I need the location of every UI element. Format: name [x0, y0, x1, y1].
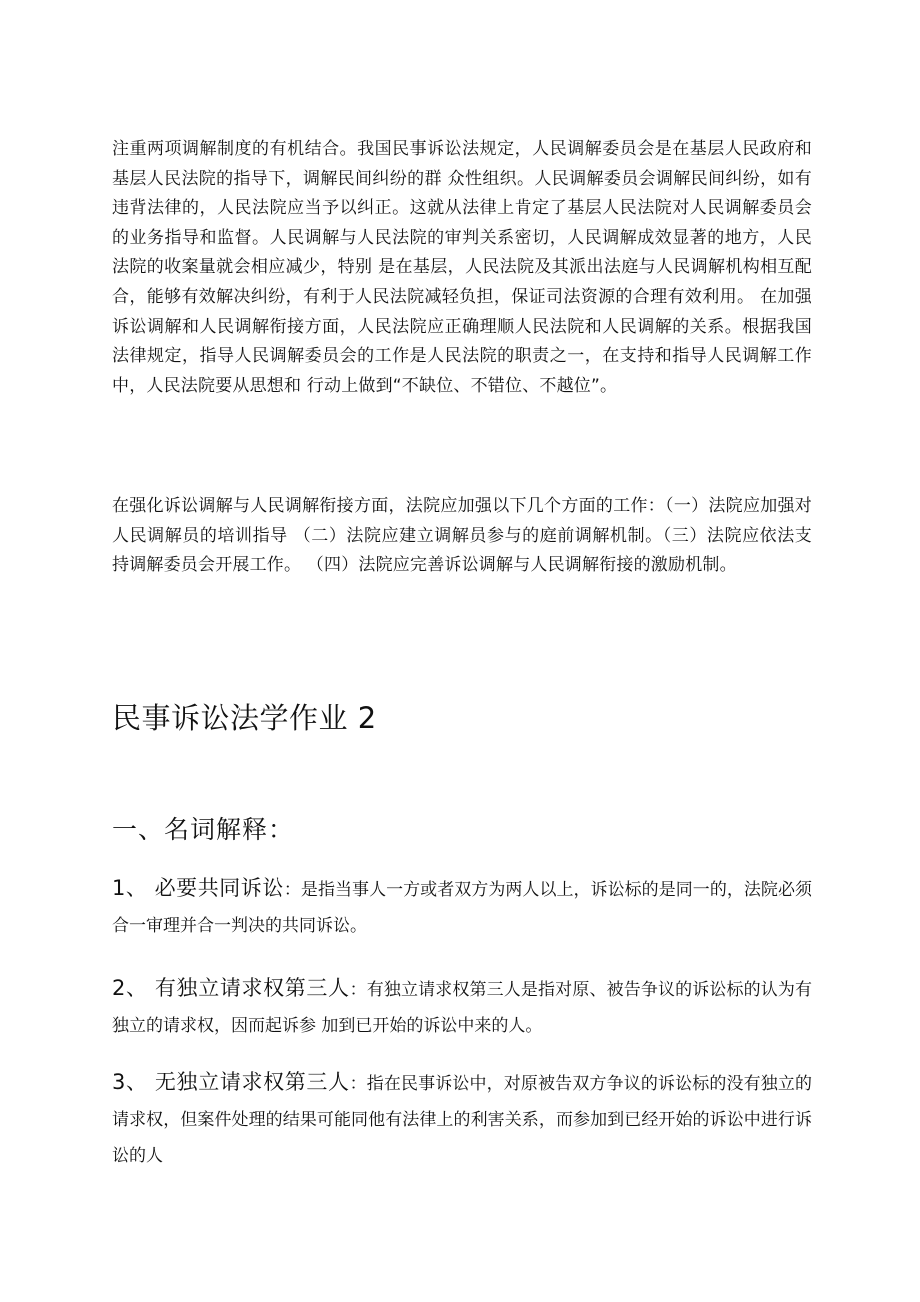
- term-separator: ：: [349, 1074, 367, 1094]
- term-body: 有独立请求权第三人是指对原、被告争议的诉讼标的认为有独立的请求权，因而起诉参 加到已开始的诉讼中来的人。: [112, 980, 813, 1036]
- term-definition-3: [112, 1064, 812, 1174]
- term-title: 2、 有独立请求权第三人: [112, 976, 350, 1000]
- section-heading-term-definitions: 一、名词解释：: [112, 815, 295, 844]
- term-body: 是指当事人一方或者双方为两人以上，诉讼标的是同一的，法院必须合一审理并合一判决的共同诉讼。: [112, 880, 813, 936]
- document-title: 民事诉讼法学作业 2: [112, 701, 377, 735]
- term-definition-2: [112, 970, 812, 1044]
- term-definition-1: [112, 870, 812, 944]
- paragraph-mediation-strengthening: 在强化诉讼调解与人民调解衔接方面，法院应加强以下几个方面的工作：（一）法院应加强对人民调解员的培训指导 （二）法院应建立调解员参与的庭前调解机制。（三）法院应依法支持调解委员会开展工作。 （四）法院应完善诉讼调解与人民调解衔接的激励机制。: [112, 496, 812, 576]
- term-title: 1、 必要共同诉讼: [112, 876, 284, 900]
- term-separator: ：: [349, 980, 367, 1000]
- term-body: 指在民事诉讼中，对原被告双方争议的诉讼标的没有独立的请求权，但案件处理的结果可能同他有法律上的利害关系，而参加到已经开始的诉讼中进行诉讼的人: [112, 1074, 813, 1166]
- term-separator: ：: [283, 880, 301, 900]
- paragraph-mediation-integration: 注重两项调解制度的有机结合。我国民事诉讼法规定，人民调解委员会是在基层人民政府和基层人民法院的指导下，调解民间纠纷的群 众性组织。人民调解委员会调解民间纠纷，如有违背法律的，人民法院应当予以纠正。这就从法律上肯定了基层人民法院对人民调解委员会的业务指导和监督。人民调解与人民法院的审判关系密切，人民调解成效显著的地方，人民法院的收案量就会相应减少，特别 是在基层，人民法院及其派出法庭与人民调解机构相互配合，能够有效解决纠纷，有利于人民法院减轻负担，保证司法资源的合理有效利用。 在加强诉讼调解和人民调解衔接方面，人民法院应正确理顺人民法院和人民调解的关系。根据我国法律规定，指导人民调解委员会的工作是人民法院的职责之一，在支持和指导人民调解工作中，人民法院要从思想和 行动上做到“不缺位、不错位、不越位”。: [112, 139, 812, 396]
- term-title: 3、 无独立请求权第三人: [112, 1070, 350, 1094]
